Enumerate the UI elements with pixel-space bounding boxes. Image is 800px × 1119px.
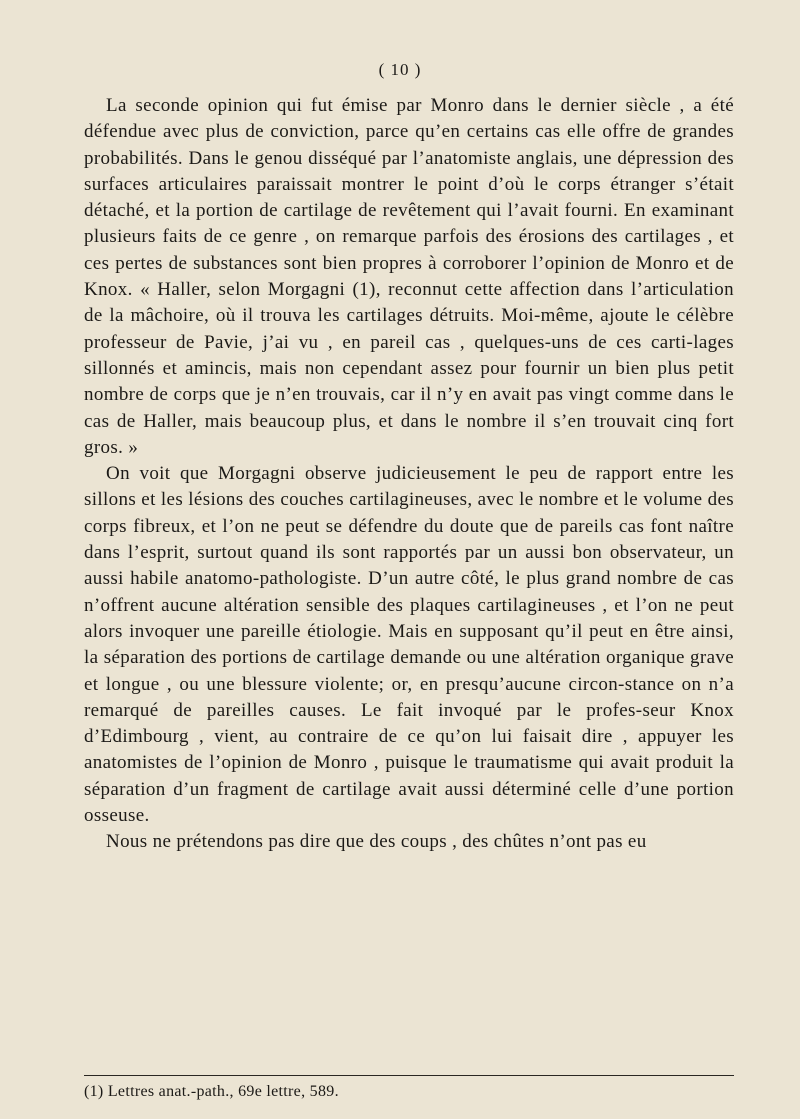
paragraph-3: Nous ne prétendons pas dire que des coups , des chûtes n’ont pas eu	[106, 831, 647, 853]
body-text	[84, 93, 734, 856]
footnote: (1) Lettres anat.-path., 69e lettre, 589.	[84, 1083, 339, 1100]
paragraph-2: On voit que Morgagni observe judicieusement le peu de rapport entre les sillons et les lésions des couches cartilagineuses, avec le nombre et le volume des corps fibreux, et l’on ne peut se défendre du doute que de pareils cas font naître dans l’esprit, surtout quand ils sont rapportés par un aussi bon observateur, un aussi habile anatomo-pathologiste. D’un autre côté, le plus grand nombre de cas n’offrent aucune altération sensible des plaques cartilagineuses , et l’on ne peut alors invoquer une pareille étiologie. Mais en supposant qu’il peut en être ainsi, la séparation des portions de cartilage demande ou une altération organique grave et longue , ou une blessure violente; or, en presqu’aucune circon-stance on n’a remarqué de pareilles causes. Le fait invoqué par le profes-seur Knox d’Edimbourg , vient, au contraire de ce qu’on lui faisait dire , appuyer les anatomistes de l’opinion de Monro , puisque le traumatisme qui avait produit la séparation d’un fragment de cartilage avait aussi déterminé celle d’une portion osseuse.	[84, 463, 734, 827]
paragraph-1: La seconde opinion qui fut émise par Monro dans le dernier siècle , a été défendue avec plus de conviction, parce qu’en certains cas elle offre de grandes probabilités. Dans le genou disséqué par l’anatomiste anglais, une dépression des surfaces articulaires paraissait montrer le point d’où le corps étranger s’était détaché, et la portion de cartilage de revêtement qui l’avait fourni. En examinant plusieurs faits de ce genre , on remarque parfois des érosions des cartilages , et ces pertes de substances sont bien propres à corroborer l’opinion de Monro et de Knox. « Haller, selon Morgagni (1), reconnut cette affection dans l’articulation de la mâchoire, où il trouva les cartilages détruits. Moi-même, ajoute le célèbre professeur de Pavie, j’ai vu , en pareil cas , quelques-uns de ces carti-lages sillonnés et amincis, mais non cependant assez pour fournir un bien plus petit nombre de corps que je n’en trouvais, car il n’y en avait pas vingt comme dans le cas de Haller, mais beaucoup plus, et dans le nombre il s’en trouvait cinq fort gros. »	[84, 95, 734, 458]
footnote-divider	[84, 1075, 734, 1076]
page-number: ( 10 )	[378, 60, 422, 79]
